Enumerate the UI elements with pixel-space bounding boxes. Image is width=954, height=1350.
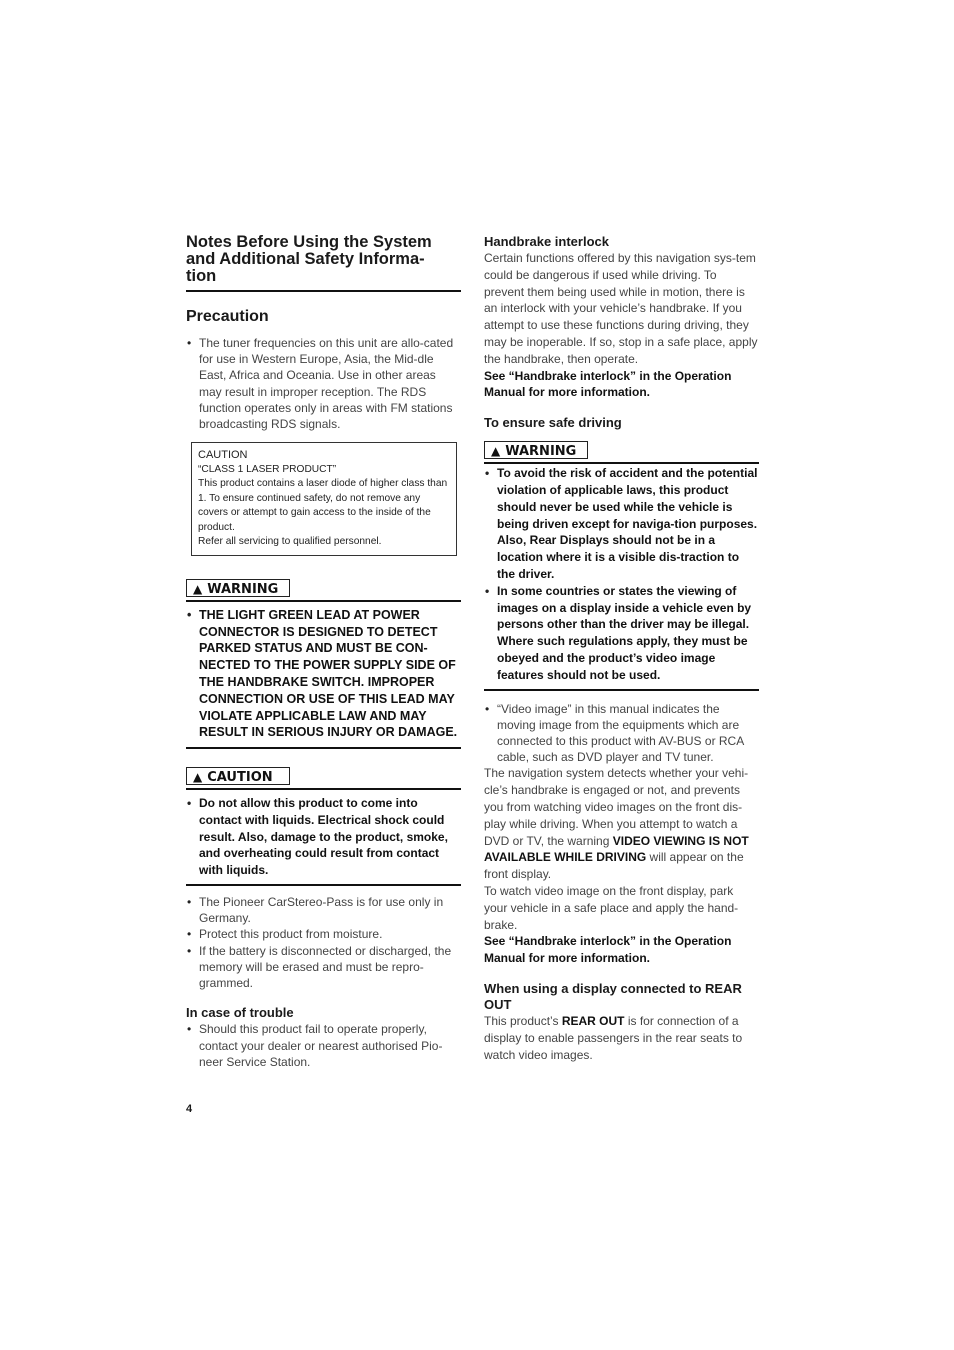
rear-out-text: This product’s REAR OUT is for connection of a display to enable passengers in the rear seats to watch video images. bbox=[484, 1013, 743, 1062]
title-line-2: and Additional Safety Informa- bbox=[186, 250, 425, 268]
tuner-item: • The tuner frequencies on this unit are allo-cated for use in Western Europe, Asia, the Mid-dle East, Africa and Oceania. Use in other areas may result in improper reception. The RDS function operates only in areas with FM stations broadcasting RDS signals. bbox=[186, 335, 461, 432]
watch-see: See “Handbrake interlock” in the Operation Manual for more information. bbox=[484, 934, 732, 966]
caution-content bbox=[186, 790, 461, 886]
trouble-item: • Should this product fail to operate properly, contact your dealer or nearest authorised Pio-neer Service Station. bbox=[186, 1021, 461, 1070]
safe-warning-item: • In some countries or states the viewing of images on a display inside a vehicle even by persons other than the driver may be illegal. Where such regulations apply, they must be obeyed and the product’s video image features should not be used. bbox=[484, 583, 759, 684]
safe-warning-item: • To avoid the risk of accident and the potential violation of applicable laws, this product should never be used while the vehicle is being driven except for naviga-tion purposes. Also, Rear Displays should not be in a location where it is a visible dis-traction to the driver. bbox=[484, 465, 759, 583]
warning-label: WARNING bbox=[207, 581, 279, 597]
right-column bbox=[484, 234, 759, 1063]
warning-list bbox=[186, 607, 461, 741]
trouble-heading: In case of trouble bbox=[186, 1005, 294, 1021]
caution-list bbox=[186, 795, 461, 879]
note-item: • Protect this product from moisture. bbox=[186, 926, 461, 942]
warning-item: • THE LIGHT GREEN LEAD AT POWER CONNECTOR IS DESIGNED TO DETECT PARKED STATUS AND MUST BE CON-NECTED TO THE POWER SUPPLY SIDE OF THE HANDBRAKE SWITCH. IMPROPER CONNECTION OR USE OF THIS LEAD MAY VIOLATE APPLICABLE LAW AND MAY RESULT IN SERIOUS INJURY OR DAMAGE. bbox=[186, 607, 461, 741]
watch-text: To watch video image on the front display, park your vehicle in a safe place and apply the hand-brake. bbox=[484, 883, 739, 932]
caution-label: CAUTION bbox=[207, 770, 273, 786]
notes-list bbox=[186, 894, 461, 991]
caution-badge-row bbox=[186, 767, 461, 790]
warning-triangle-icon: ▲ bbox=[193, 770, 203, 785]
safe-warning-list bbox=[484, 465, 759, 683]
laser-product-label: “CLASS 1 LASER PRODUCT” bbox=[198, 463, 337, 475]
handbrake-heading: Handbrake interlock bbox=[484, 234, 609, 249]
handbrake-see: See “Handbrake interlock” in the Operation Manual for more information. bbox=[484, 368, 732, 400]
rear-out-label: REAR OUT bbox=[561, 1013, 625, 1028]
warning-content bbox=[186, 602, 461, 749]
warning-triangle-icon: ▲ bbox=[491, 444, 501, 459]
laser-service-text: Refer all servicing to qualified personnel. bbox=[198, 536, 382, 548]
warning-block bbox=[186, 579, 461, 749]
handbrake-text: Certain functions offered by this navigation sys-tem could be dangerous if used while driving. To prevent them being used while in motion, there is an interlock with your vehicle’s handbrake. If you attempt to use these functions during driving, they may be inoperable. If so, stop in a safe place, apply the handbrake, then operate. bbox=[484, 251, 758, 366]
safe-warning-block bbox=[484, 441, 759, 690]
video-list bbox=[484, 701, 759, 766]
warning-badge-row bbox=[186, 579, 461, 602]
laser-caution-title: CAUTION bbox=[198, 449, 248, 462]
safe-warning-badge bbox=[484, 441, 588, 459]
title-line-3: tion bbox=[186, 267, 217, 285]
safe-driving-heading: To ensure safe driving bbox=[484, 415, 622, 431]
warning-triangle-icon: ▲ bbox=[193, 581, 203, 596]
caution-item: • Do not allow this product to come into contact with liquids. Electrical shock could result. Also, damage to the product, smoke, and overheating could result from contact with liquids. bbox=[186, 795, 461, 879]
precaution-heading: Precaution bbox=[186, 308, 269, 325]
caution-badge bbox=[186, 767, 290, 785]
laser-caution-text: This product contains a laser diode of higher class than 1. To ensure continued safety, do not remove any covers or attempt to gain access to the inside of the product. bbox=[198, 478, 448, 533]
caution-block bbox=[186, 767, 461, 886]
note-item: • If the battery is disconnected or discharged, the memory will be erased and must be repro-grammed. bbox=[186, 943, 461, 992]
trouble-list bbox=[186, 1021, 461, 1070]
safe-warning-badge-row bbox=[484, 441, 759, 464]
left-column bbox=[186, 234, 461, 1070]
rear-out-heading: When using a display connected to REAR OUT bbox=[484, 980, 742, 1012]
precaution-list bbox=[186, 335, 461, 432]
page-title bbox=[186, 234, 461, 292]
note-item: • The Pioneer CarStereo-Pass is for use only in Germany. bbox=[186, 894, 461, 926]
video-warning-message: VIDEO VIEWING IS NOT AVAILABLE WHILE DRIVING bbox=[484, 833, 749, 865]
safe-warning-label: WARNING bbox=[505, 444, 577, 460]
safe-warning-content bbox=[484, 464, 759, 690]
title-line-1: Notes Before Using the System bbox=[186, 233, 432, 251]
detect-text: The navigation system detects whether your vehi-cle’s handbrake is engaged or not, and prevents you from watching video images on the front dis-play while driving. When you attempt to watch a DVD or TV, the warning VIDEO VIEWING IS NOT AVAILABLE WHILE DRIVING will appear on the front display. bbox=[484, 766, 749, 882]
warning-badge bbox=[186, 579, 290, 597]
laser-caution-box bbox=[191, 442, 457, 556]
video-item: • “Video image” in this manual indicates the moving image from the equipments which are connected to this product with AV-BUS or RCA cable, such as DVD player and TV tuner. bbox=[484, 701, 759, 766]
page-number: 4 bbox=[186, 1103, 193, 1115]
